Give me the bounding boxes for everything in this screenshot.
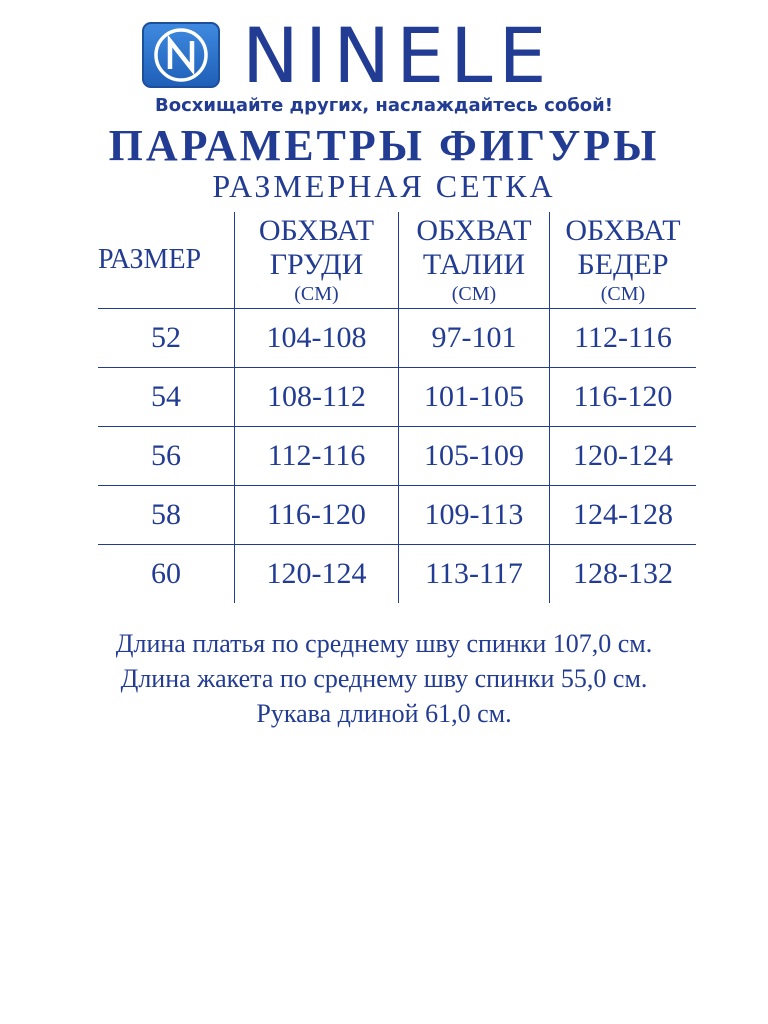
cell-size: 52 — [98, 309, 235, 368]
cell-waist: 101-105 — [399, 368, 550, 427]
header-hips — [550, 212, 697, 309]
monogram-n-icon — [142, 22, 220, 88]
table-row — [98, 427, 696, 486]
header-size-label: РАЗМЕР — [98, 244, 202, 275]
header-waist-unit: (СМ) — [451, 283, 497, 305]
cell-bust: 116-120 — [235, 486, 399, 545]
cell-size: 60 — [151, 557, 181, 590]
header-waist-line1: ОБХВАТ — [416, 214, 532, 247]
brand-tagline: Восхищайте других, наслаждайтесь собой! — [155, 95, 613, 116]
table-row — [98, 309, 696, 368]
header-bust-line1: ОБХВАТ — [258, 214, 375, 247]
table-header-row — [98, 212, 696, 309]
cell-hips: 120-124 — [550, 427, 697, 486]
cell-bust: 108-112 — [235, 368, 399, 427]
cell-hips: 128-132 — [550, 545, 697, 604]
cell-bust: 104-108 — [235, 309, 399, 368]
note-dress-length: Длина платья по среднему шву спинки 107,0 см. — [115, 629, 653, 658]
header-bust-line2: ГРУДИ — [269, 248, 364, 281]
table-row — [98, 486, 696, 545]
brand-logo — [142, 11, 642, 100]
cell-waist: 105-109 — [399, 427, 550, 486]
header-bust-unit: (СМ) — [294, 283, 339, 305]
table-row — [98, 368, 696, 427]
cell-waist: 109-113 — [399, 486, 550, 545]
table-row — [98, 545, 696, 604]
page-subtitle: РАЗМЕРНАЯ СЕТКА — [212, 168, 556, 204]
page-title: ПАРАМЕТРЫ ФИГУРЫ — [108, 121, 660, 170]
size-chart-table — [98, 212, 696, 603]
cell-hips: 116-120 — [550, 368, 697, 427]
cell-waist: 97-101 — [399, 309, 550, 368]
cell-size: 58 — [98, 486, 235, 545]
header-hips-line1: ОБХВАТ — [565, 214, 681, 247]
note-jacket-length: Длина жакета по среднему шву спинки 55,0 см. — [120, 664, 648, 693]
cell-waist: 113-117 — [399, 545, 550, 604]
header-hips-line2: БЕДЕР — [577, 248, 669, 281]
brand-name: NINELE — [242, 11, 553, 100]
cell-hips: 124-128 — [550, 486, 697, 545]
header-waist — [399, 212, 550, 309]
cell-bust: 112-116 — [235, 427, 399, 486]
garment-notes — [0, 626, 768, 731]
note-sleeve-length: Рукава длиной 61,0 см. — [256, 699, 512, 728]
cell-size: 56 — [98, 427, 235, 486]
header-waist-line2: ТАЛИИ — [422, 248, 526, 281]
header-bust — [235, 212, 399, 309]
header-hips-unit: (СМ) — [600, 283, 646, 305]
header-size — [98, 212, 235, 309]
cell-hips: 112-116 — [550, 309, 697, 368]
cell-size: 54 — [98, 368, 235, 427]
cell-bust: 120-124 — [235, 545, 399, 604]
